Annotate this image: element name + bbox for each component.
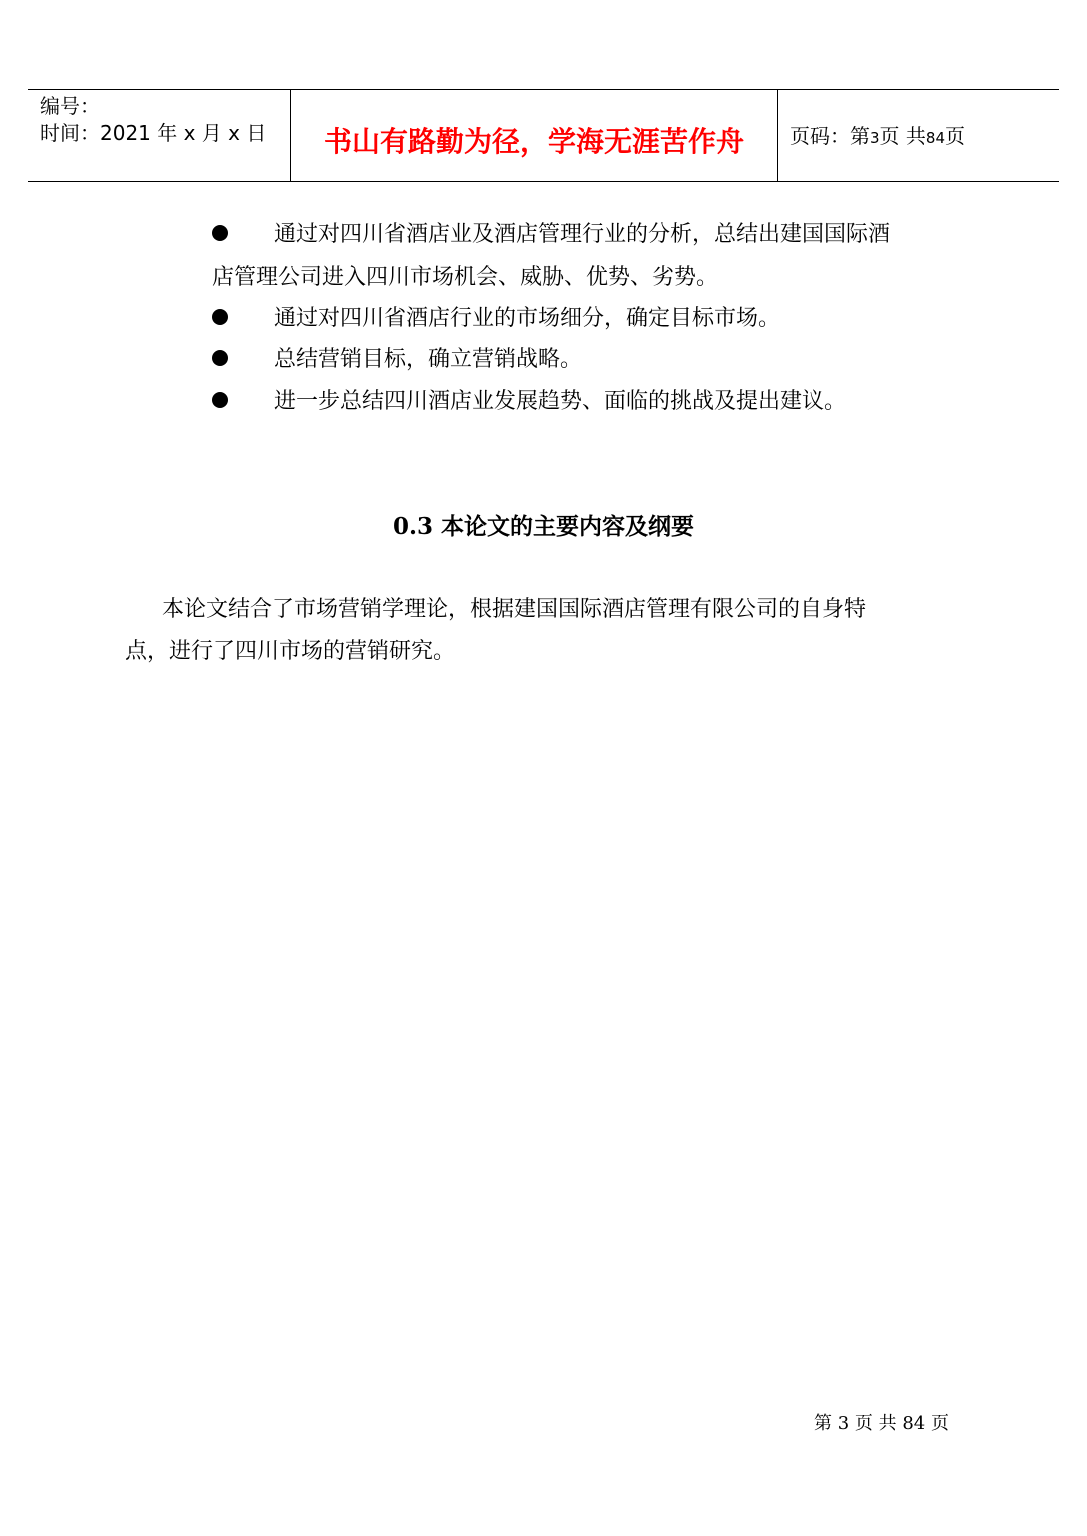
page-footer: 第 3 页 共 84 页 (814, 1413, 949, 1434)
header-page-cell (778, 90, 1059, 181)
section-title: 0.3 本论文的主要内容及纲要 (392, 513, 695, 540)
document-number-label: 编号： (40, 94, 100, 118)
bullet-continuation: 店管理公司进入四川市场机会、威胁、优势、劣势。 (212, 265, 719, 290)
bullet-item (212, 338, 972, 381)
page-header (28, 89, 1059, 182)
page-prefix: 页码：第 (790, 124, 870, 148)
header-page-counter (790, 123, 965, 151)
bullet-text: 进一步总结四川酒店业发展趋势、面临的挑战及提出建议。 (274, 389, 847, 414)
bullet-text: 通过对四川省酒店业及酒店管理行业的分析，总结出建国国际酒 (274, 222, 891, 247)
page-suffix: 页 (945, 124, 965, 148)
page-mid: 页 共 (879, 124, 926, 148)
paragraph-line: 本论文结合了市场营销学理论，根据建国国际酒店管理有限公司的自身特 (162, 597, 867, 622)
bullet-icon (212, 350, 228, 366)
paragraph-line: 点，进行了四川市场的营销研究。 (125, 639, 456, 664)
header-left-cell (28, 90, 290, 181)
bullet-text: 通过对四川省酒店行业的市场细分，确定目标市场。 (274, 306, 781, 331)
bullet-icon (212, 392, 228, 408)
bullet-icon (212, 225, 228, 241)
page-current: 3 (870, 129, 880, 147)
bullet-icon (212, 309, 228, 325)
bullet-item (212, 380, 972, 423)
bullet-item (212, 213, 972, 256)
document-date: 时间：2021 年 x 月 x 日 (40, 121, 267, 145)
header-motto-cell (290, 90, 778, 181)
motto-text: 书山有路勤为径，学海无涯苦作舟 (323, 125, 744, 158)
bullet-text: 总结营销目标，确立营销战略。 (274, 347, 583, 372)
bullet-item (212, 297, 972, 340)
page-total: 84 (925, 129, 945, 147)
